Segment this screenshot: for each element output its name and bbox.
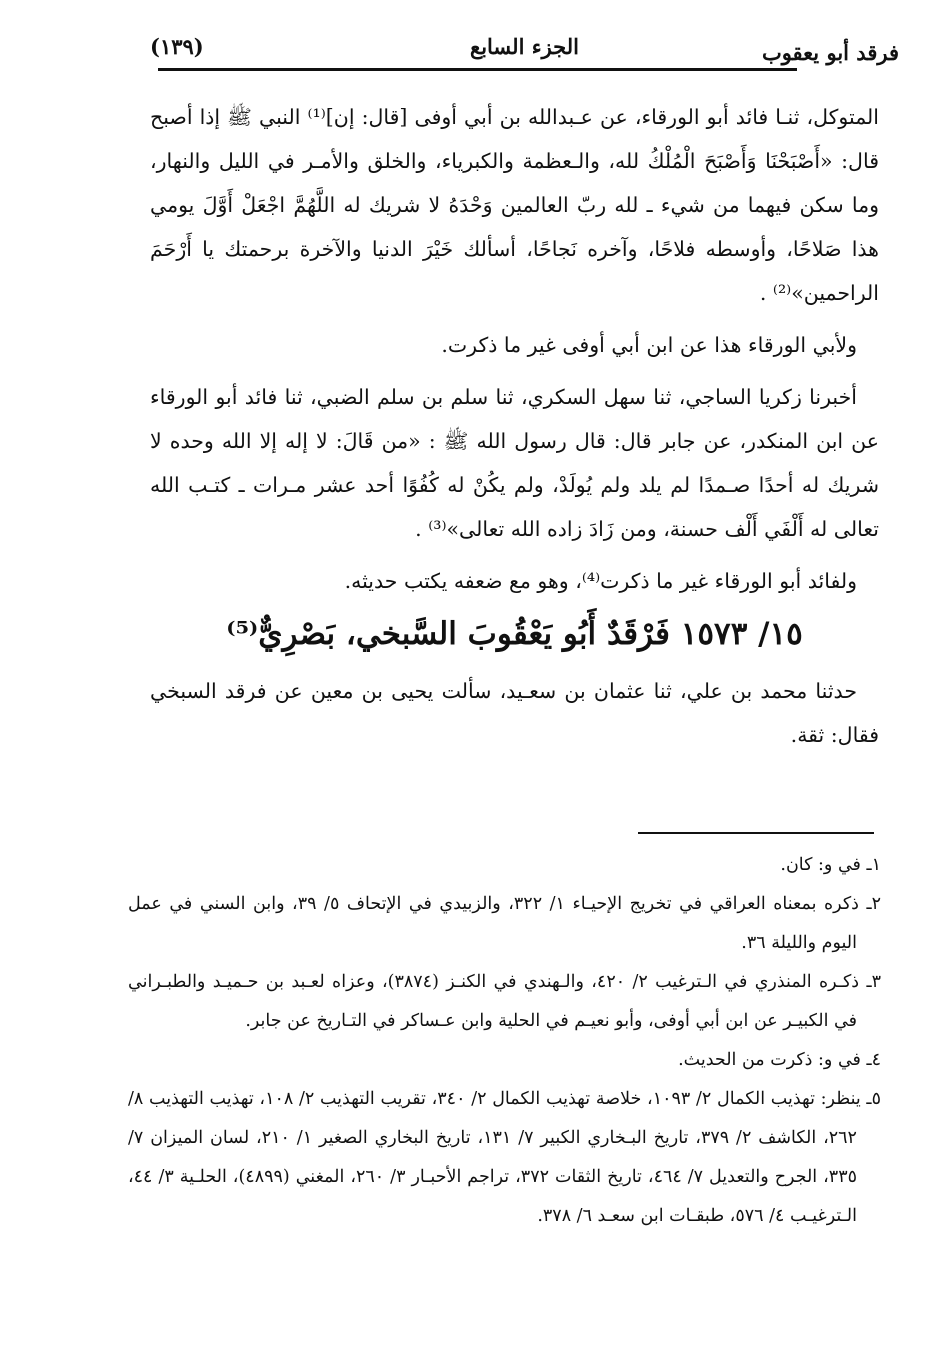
footnote-2: ٢ـ ذكره بمعناه العراقي في تخريج الإحيـاء ١/ ٣٢٢، والزبيدي في الإتحاف ٥/ ٣٩، وابن السني في عمل اليوم والليلة ٣٦.	[128, 894, 882, 953]
entry-heading: ١٥/ ١٥٧٣ فَرْقَدٌ أَبُو يَعْقُوبَ السَّبخي، بَصْرِيٌّ⁽⁵⁾	[226, 616, 803, 652]
footnote-3: ٣ـ ذكـره المنذري في الـترغيب ٢/ ٤٢٠، والـهندي في الكنـز (٣٨٧٤)، وعزاه لعـبد بن حـميـد والطبـراني في الكبيـر عن ابن أبي أوفى، وأبو نعيـم في الحلية وابن عـساكر في التـاريخ عن جابر.	[128, 972, 881, 1031]
footnote-5: ٥ـ ينظر: تهذيب الكمال ٢/ ١٠٩٣، خلاصة تهذيب الكمال ٢/ ٣٤٠، تقريب التهذيب ٢/ ١٠٨، تهذيب التهذيب ٨/ ٢٦٢، الكاشف ٢/ ٣٧٩، تاريخ البـخاري الكبير ٧/ ١٣١، تاريخ البخاري الصغير ١/ ٢١٠، لسان الميزان ٧/ ٣٣٥، الجرح والتعديل ٧/ ٤٦٤، تاريخ الثقات ٣٧٢، تراجم الأحبـار ٣/ ٢٦٠، المغني (٤٨٩٩)، الحلـية ٣/ ٤٤، الـترغيـب ٤/ ٥٧٦، طبقـات ابن سعـد ٦/ ٣٧٨.	[128, 1089, 881, 1226]
paragraph-1: المتوكل، ثنـا فائد أبو الورقاء، عن عـبدالله بن أبي أوفى [قال: إن]⁽¹⁾ النبي ﷺ إذا أصبح قال: «أَصْبَحْنَا وَأَصْبَحَ الْمُلْكُ لله، والـعظمة والكبرياء، والخلق والأمـر في الليل والنهار، وما سكن فيهما من شيء ـ لله ربّ العالمين وَحْدَهُ لا شريك له اللَّهُمَّ اجْعَلْ أَوَّلَ يومي هذا صَلاحًا، وأوسطه فلاحًا، وآخره نَجاحًا، أسألك خَيْرَ الدنيا والآخرة برحمتك يا أَرْحَمَ الراحمين»⁽²⁾ .	[150, 105, 879, 305]
paragraph-3: أخبرنا زكريا الساجي، ثنا سهل السكري، ثنا سلم بن سلم الضبي، ثنا فائد أبو الورقاء عن ابن المنكدر، عن جابر قال: قال رسول الله ﷺ : «من قَالَ: لا إله إلا الله وحده لا شريك له أحدًا صـمدًا لم يلد ولم يُولَدْ، ولم يكُنْ له كُفُوًا أحد عشر مـرات ـ كتـب الله تعالى له أَلْفَي أَلْف حسنة، ومن زَادَ زاده الله تعالى»⁽³⁾ .	[150, 385, 879, 541]
footnote-rule	[638, 832, 874, 834]
footnote-4: ٤ـ في و: ذكرت من الحديث.	[678, 1050, 881, 1070]
paragraph-5: حدثنا محمد بن علي، ثنا عثمان بن سعـيد، سألت يحيى بن معين عن فرقد السبخي فقال: ثقة.	[150, 679, 879, 747]
header-volume: الجزء السابع	[470, 34, 579, 59]
footnote-1: ١ـ في و: كان.	[780, 855, 881, 875]
paragraph-2: ولأبي الورقاء هذا عن ابن أبي أوفى غير ما ذكرت.	[441, 333, 857, 357]
paragraph-4: ولفائد أبو الورقاء غير ما ذكرت⁽⁴⁾، وهو مع ضعفه يكتب حديثه.	[344, 569, 857, 593]
main-text	[150, 95, 879, 765]
header-rule	[158, 68, 797, 71]
header-entry-name: فرقد أبو يعقوب	[761, 40, 899, 65]
page-number: (١٣٩)	[150, 34, 204, 59]
footnotes	[128, 846, 881, 1236]
